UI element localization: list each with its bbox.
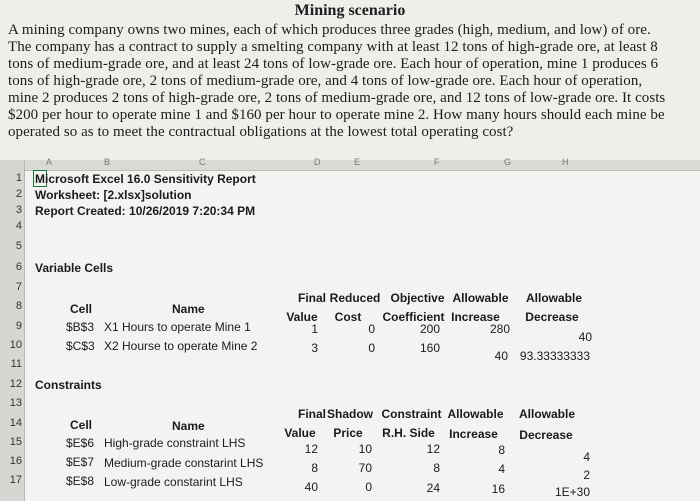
- con-row-shadow-price[interactable]: 10: [358, 442, 372, 456]
- var-row-cell[interactable]: $C$3: [66, 339, 95, 353]
- con-header-allowable-dec[interactable]: Allowable: [518, 407, 575, 421]
- row-number[interactable]: 15: [9, 436, 22, 448]
- con-row-shadow-price[interactable]: 0: [365, 480, 372, 494]
- con-header-increase[interactable]: Increase: [449, 427, 498, 441]
- constraints-heading[interactable]: Constraints: [35, 378, 102, 392]
- con-header-price[interactable]: Price: [333, 426, 363, 440]
- var-header-cell[interactable]: Cell: [70, 302, 93, 316]
- column-letter[interactable]: B: [104, 157, 111, 167]
- row-number[interactable]: 8: [15, 300, 22, 312]
- var-row-name[interactable]: X2 Hourse to operate Mine 2: [104, 339, 258, 353]
- row-number[interactable]: 11: [10, 358, 22, 370]
- column-letter[interactable]: G: [504, 157, 512, 167]
- var-row-value[interactable]: 1: [311, 322, 318, 336]
- row-number[interactable]: 9: [15, 320, 22, 332]
- var-header-increase[interactable]: Increase: [451, 310, 500, 324]
- con-row-increase[interactable]: 8: [498, 443, 505, 457]
- var-header-cost[interactable]: Cost: [334, 310, 362, 324]
- column-letter[interactable]: C: [199, 157, 206, 167]
- con-header-name[interactable]: Name: [172, 419, 205, 433]
- spreadsheet-sensitivity-report: [0, 157, 700, 501]
- var-row-decrease[interactable]: 40: [578, 330, 592, 344]
- row-number[interactable]: 13: [9, 397, 22, 409]
- con-row-value[interactable]: 12: [304, 442, 318, 456]
- row-number[interactable]: 7: [15, 281, 22, 293]
- row-number[interactable]: 14: [9, 417, 22, 429]
- con-row-name[interactable]: Low-grade constarint LHS: [104, 475, 243, 489]
- column-letter[interactable]: F: [434, 157, 440, 167]
- con-row-decrease[interactable]: 4: [583, 450, 590, 464]
- var-row-reduced-cost[interactable]: 0: [368, 341, 375, 355]
- con-header-cell[interactable]: Cell: [70, 418, 93, 432]
- column-header-bar: [24, 157, 700, 171]
- var-header-objective[interactable]: Objective: [390, 291, 445, 305]
- problem-statement: [0, 0, 700, 160]
- row-number[interactable]: 2: [15, 188, 22, 200]
- report-created[interactable]: Report Created: 10/26/2019 7:20:34 PM: [35, 204, 256, 218]
- variable-cells-heading[interactable]: Variable Cells: [35, 261, 114, 275]
- con-header-value[interactable]: Value: [284, 426, 316, 440]
- var-row-decrease[interactable]: 93.33333333: [519, 349, 590, 363]
- con-header-final[interactable]: Final: [297, 407, 326, 421]
- var-row-increase[interactable]: 40: [494, 349, 508, 363]
- column-letter[interactable]: A: [46, 157, 53, 167]
- scenario-line: tons of high-grade ore, 2 tons of medium-grade ore, and 4 tons of low-grade ore. Each hour of operation,: [8, 73, 643, 89]
- con-row-rhs[interactable]: 24: [426, 481, 440, 495]
- var-header-allowable-dec[interactable]: Allowable: [525, 291, 582, 305]
- con-row-name[interactable]: High-grade constraint LHS: [104, 436, 246, 450]
- row-number[interactable]: 5: [15, 240, 22, 252]
- row-header-gutter: [0, 160, 25, 501]
- con-header-decrease[interactable]: Decrease: [519, 428, 573, 442]
- var-row-coefficient[interactable]: 200: [419, 322, 440, 336]
- scenario-title: Mining scenario: [294, 2, 406, 19]
- con-row-rhs[interactable]: 12: [426, 442, 440, 456]
- scenario-line: A mining company owns two mines, each of which produces three grades (high, medium, and low) of ore.: [8, 22, 651, 38]
- var-header-final[interactable]: Final: [297, 291, 326, 305]
- row-number[interactable]: 16: [9, 455, 22, 467]
- con-row-rhs[interactable]: 8: [433, 461, 440, 475]
- var-header-reduced[interactable]: Reduced: [329, 291, 381, 305]
- con-row-cell[interactable]: $E$6: [66, 436, 95, 450]
- con-row-value[interactable]: 40: [304, 480, 318, 494]
- row-number[interactable]: 3: [15, 204, 22, 216]
- con-row-decrease[interactable]: 1E+30: [554, 485, 590, 499]
- var-header-coefficient[interactable]: Coefficient: [382, 310, 445, 324]
- scenario-line: The company has a contract to supply a smelting company with at least 12 tons of high-grade ore, at least 8: [8, 39, 658, 55]
- con-row-shadow-price[interactable]: 70: [358, 461, 372, 475]
- var-header-decrease[interactable]: Decrease: [525, 310, 579, 324]
- var-header-allowable-inc[interactable]: Allowable: [452, 291, 509, 305]
- con-row-cell[interactable]: $E$7: [66, 455, 95, 469]
- column-letter[interactable]: E: [354, 157, 361, 167]
- con-header-shadow[interactable]: Shadow: [326, 407, 373, 421]
- row-number[interactable]: 1: [15, 172, 22, 184]
- report-title[interactable]: Microsoft Excel 16.0 Sensitivity Report: [35, 172, 256, 186]
- var-row-cell[interactable]: $B$3: [66, 320, 95, 334]
- report-worksheet[interactable]: Worksheet: [2.xlsx]solution: [35, 188, 192, 202]
- con-row-value[interactable]: 8: [311, 461, 318, 475]
- scenario-line: $200 per hour to operate mine 1 and $160 per hour to operate mine 2. How many hours should each mine be: [8, 107, 665, 123]
- row-number[interactable]: 4: [15, 220, 22, 232]
- con-row-cell[interactable]: $E$8: [66, 474, 95, 488]
- row-number[interactable]: 12: [9, 378, 22, 390]
- var-row-coefficient[interactable]: 160: [419, 341, 440, 355]
- con-header-constraint[interactable]: Constraint: [381, 407, 442, 421]
- con-header-rhs[interactable]: R.H. Side: [382, 426, 435, 440]
- con-row-decrease[interactable]: 2: [583, 468, 590, 482]
- var-header-name[interactable]: Name: [172, 302, 205, 316]
- column-letter[interactable]: D: [314, 157, 321, 167]
- row-number[interactable]: 10: [9, 339, 22, 351]
- con-row-name[interactable]: Medium-grade constarint LHS: [104, 456, 264, 470]
- scenario-line: tons of medium-grade ore, and at least 24 tons of low-grade ore. Each hour of operation, mine 1 produces 6: [8, 56, 659, 72]
- scenario-line: mine 2 produces 2 tons of high-grade ore, 2 tons of medium-grade ore, and 12 tons of low-grade ore. It costs: [8, 90, 666, 106]
- scenario-line: operated so as to meet the contractual obligations at the lowest total operating cost?: [8, 124, 514, 140]
- var-row-increase[interactable]: 280: [489, 322, 510, 336]
- var-header-value[interactable]: Value: [286, 310, 318, 324]
- column-letter[interactable]: H: [562, 157, 569, 167]
- var-row-value[interactable]: 3: [311, 341, 318, 355]
- con-header-allowable-inc[interactable]: Allowable: [447, 407, 504, 421]
- con-row-increase[interactable]: 16: [491, 482, 505, 496]
- row-number[interactable]: 6: [15, 261, 22, 273]
- row-number[interactable]: 17: [9, 474, 22, 486]
- var-row-name[interactable]: X1 Hours to operate Mine 1: [104, 320, 251, 334]
- con-row-increase[interactable]: 4: [498, 462, 505, 476]
- var-row-reduced-cost[interactable]: 0: [368, 322, 375, 336]
